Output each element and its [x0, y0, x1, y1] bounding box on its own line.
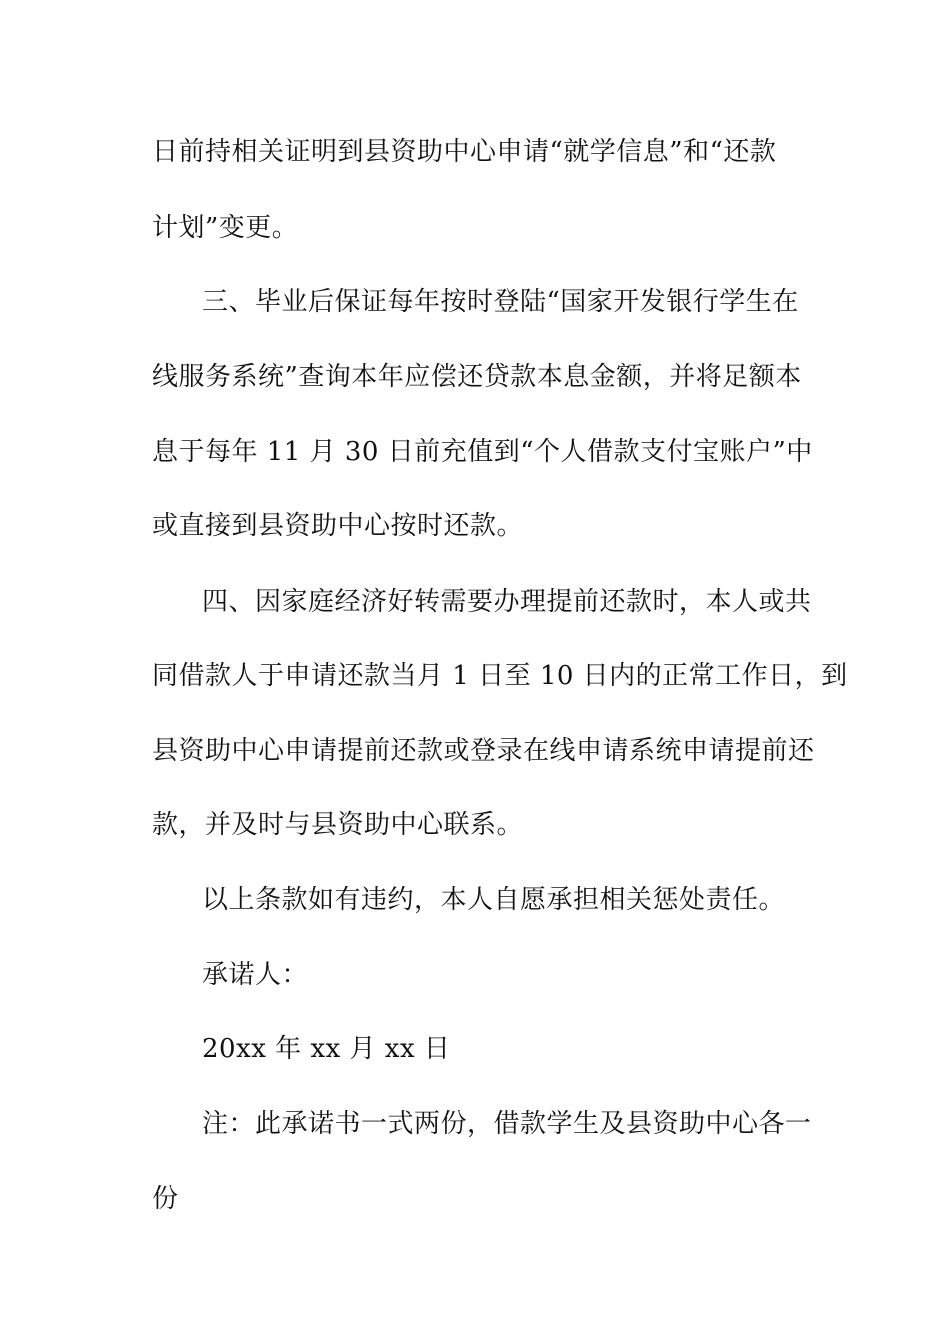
date-line: 20xx 年 xx 月 xx 日 [202, 1034, 451, 1064]
paragraph-3-line-3: 息于每年 11 月 30 日前充值到“个人借款支付宝账户”中 [152, 437, 813, 467]
paragraph-4-line-3: 县资助中心申请提前还款或登录在线申请系统申请提前还 [152, 736, 815, 766]
paragraph-4-line-1: 四、因家庭经济好转需要办理提前还款时，本人或共 [202, 587, 812, 617]
paragraph-3-line-4: 或直接到县资助中心按时还款。 [152, 511, 524, 541]
violation-statement: 以上条款如有违约，本人自愿承担相关惩处责任。 [202, 885, 786, 915]
note-line-2: 份 [152, 1184, 179, 1214]
paragraph-2-line-end: 日前持相关证明到县资助中心申请“就学信息”和“还款 [152, 137, 777, 167]
paragraph-2-line-end-2: 计划”变更。 [152, 213, 299, 243]
promisor-label: 承诺人： [202, 960, 309, 990]
paragraph-3-line-1: 三、毕业后保证每年按时登陆“国家开发银行学生在 [202, 287, 799, 317]
paragraph-3-line-2: 线服务系统”查询本年应偿还贷款本息金额，并将足额本 [152, 362, 802, 392]
note-line-1: 注：此承诺书一式两份，借款学生及县资助中心各一 [202, 1109, 812, 1139]
paragraph-4-line-2: 同借款人于申请还款当月 1 日至 10 日内的正常工作日，到 [152, 661, 848, 691]
paragraph-4-line-4: 款，并及时与县资助中心联系。 [152, 810, 524, 840]
